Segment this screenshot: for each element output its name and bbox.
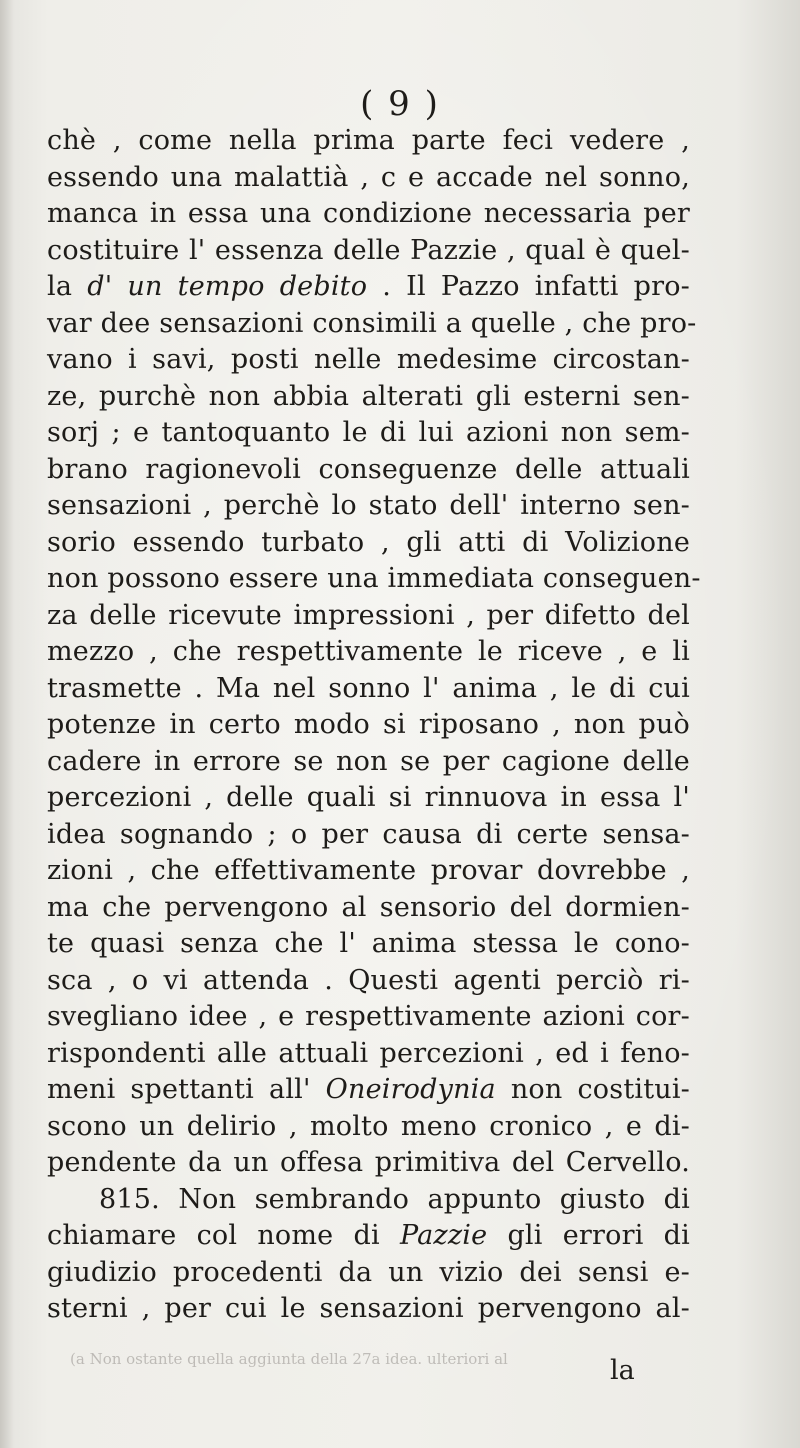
body-text — [47, 123, 701, 1328]
text-line: trasmette . Ma nel sonno l' anima , le di cui — [47, 672, 690, 704]
text-line: sca , o vi attenda . Questi agenti perciò ri- — [47, 964, 690, 996]
text-line: ma che pervengono al sensorio del dormien- — [47, 891, 690, 923]
text-line: za delle ricevute impressioni , per difetto del — [47, 599, 690, 631]
text-line: essendo una malattià , c e accade nel sonno, — [47, 161, 690, 193]
text-line: sorj ; e tantoquanto le di lui azioni non sem- — [47, 417, 690, 448]
text-line: sorio essendo turbato , gli atti di Volizione — [47, 526, 690, 558]
text-line: sterni , per cui le sensazioni pervengono al- — [47, 1293, 690, 1324]
text-line: vano i savi, posti nelle medesime circostan- — [47, 344, 690, 375]
text-line: mezzo , che respettivamente le riceve , e li — [47, 636, 690, 667]
text-line: scono un delirio , molto meno cronico , e di- — [47, 1110, 690, 1142]
text-line: chè , come nella prima parte feci vedere , — [47, 125, 690, 156]
text-line: meni spettanti all' Oneirodynia non costitui- — [47, 1074, 690, 1105]
page-number: ( 9 ) — [360, 84, 440, 124]
text-line: non possono essere una immediata conseguen- — [47, 563, 701, 594]
italic-term: d' un tempo debito — [87, 271, 368, 302]
text-line: costituire l' essenza delle Pazzie , qual è quel- — [47, 234, 690, 266]
text-line: potenze in certo modo si riposano , non può — [47, 709, 690, 740]
text-line: brano ragionevoli conseguenze delle attuali — [47, 453, 690, 485]
text-line: sensazioni , perchè lo stato dell' interno sen- — [47, 490, 690, 521]
show-through-text: (a Non ostante quella aggiunta della 27a idea. ulteriori al — [70, 1350, 508, 1368]
page-gutter-shadow — [0, 0, 14, 1448]
italic-term: Pazzie — [399, 1220, 488, 1251]
text-line: idea sognando ; o per causa di certe sensa- — [47, 818, 690, 850]
text-line: chiamare col nome di Pazzie gli errori di — [47, 1220, 690, 1251]
text-line: var dee sensazioni consimili a quelle , che pro- — [47, 307, 697, 339]
text-line: cadere in errore se non se per cagione delle — [47, 745, 690, 777]
text-line: rispondenti alle attuali percezioni , ed i feno- — [47, 1037, 690, 1069]
text-line: zioni , che effettivamente provar dovrebbe , — [47, 855, 690, 886]
text-line: te quasi senza che l' anima stessa le cono- — [47, 928, 690, 959]
text-line: svegliano idee , e respettivamente azioni cor- — [47, 1001, 690, 1032]
text-line: ze, purchè non abbia alterati gli esterni sen- — [47, 380, 690, 412]
text-line: manca in essa una condizione necessaria per — [47, 198, 690, 229]
text-line: pendente da un offesa primitiva del Cervello. — [47, 1147, 690, 1178]
paragraph-start-line: 815. Non sembrando appunto giusto di — [99, 1183, 690, 1215]
text-line: percezioni , delle quali si rinnuova in essa l' — [47, 782, 690, 813]
italic-term: Oneirodynia — [325, 1074, 496, 1105]
text-line: giudizio procedenti da un vizio dei sensi e- — [47, 1256, 690, 1288]
text-line: la d' un tempo debito . Il Pazzo infatti pro- — [47, 271, 691, 302]
catchword: la — [610, 1355, 635, 1386]
